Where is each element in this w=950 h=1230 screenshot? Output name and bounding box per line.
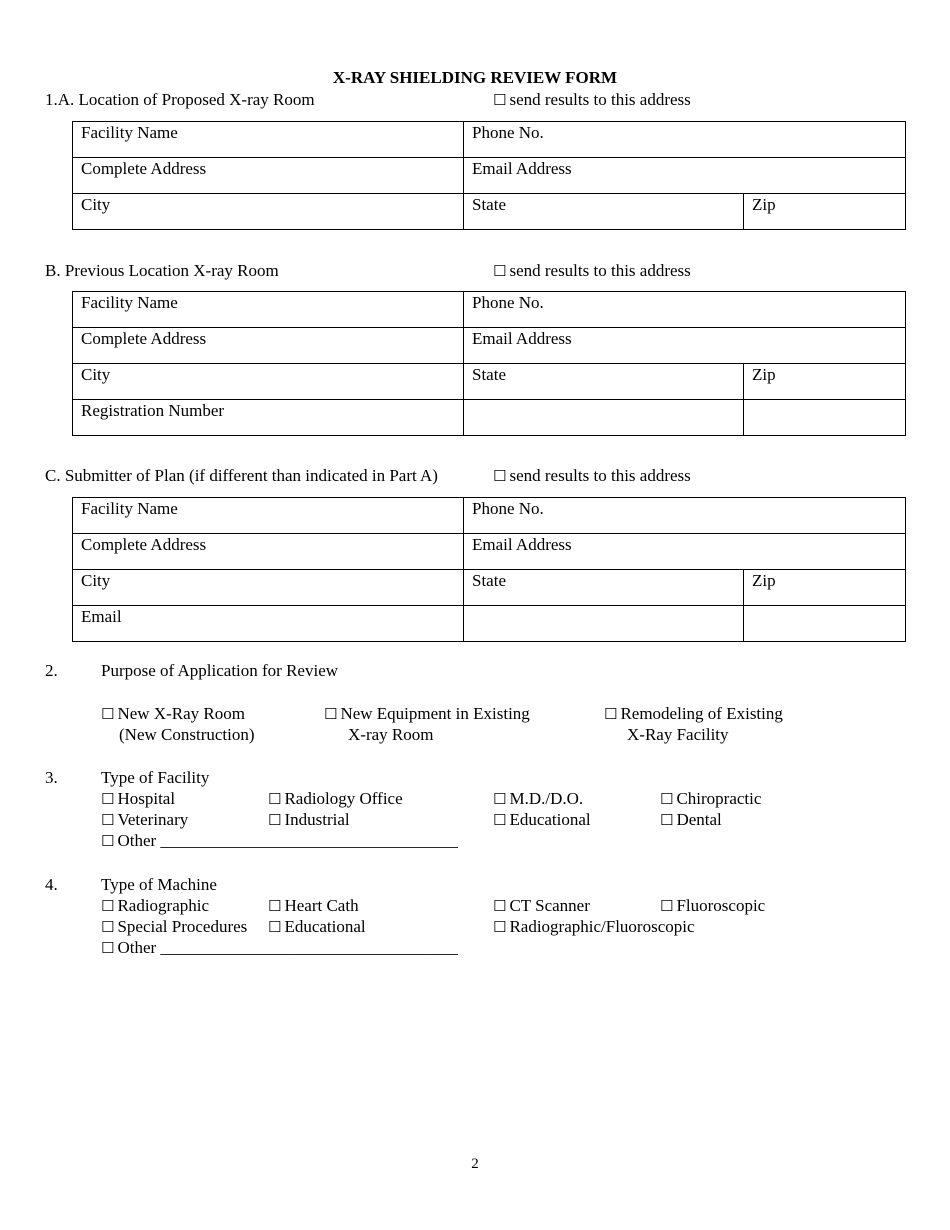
option-sublabel: (New Construction): [119, 725, 255, 744]
facility-option-educational[interactable]: [493, 810, 591, 830]
purpose-option-remodeling[interactable]: [604, 704, 783, 724]
machine-option-special-procedures[interactable]: [101, 917, 247, 937]
phone-field[interactable]: Phone No.: [464, 122, 906, 158]
purpose-number: 2.: [45, 661, 58, 680]
table-row: [73, 194, 906, 230]
city-field[interactable]: City: [73, 364, 464, 400]
purpose-heading: Purpose of Application for Review: [101, 661, 339, 680]
machine-option-educational[interactable]: [268, 917, 366, 937]
option-label: Radiology Office: [284, 789, 403, 808]
checkbox-icon[interactable]: ☐: [101, 811, 115, 829]
facility-option-veterinary[interactable]: [101, 810, 188, 830]
purpose-option-new-room[interactable]: [101, 704, 245, 724]
checkbox-icon[interactable]: ☐: [324, 705, 338, 723]
machine-option-other[interactable]: [101, 938, 458, 958]
state-field[interactable]: State: [464, 570, 744, 606]
checkbox-icon[interactable]: ☐: [660, 897, 674, 915]
checkbox-icon[interactable]: ☐: [268, 790, 282, 808]
phone-field[interactable]: Phone No.: [464, 498, 906, 534]
option-label: Other: [117, 831, 157, 850]
phone-field[interactable]: Phone No.: [464, 292, 906, 328]
facility-option-md-do[interactable]: [493, 789, 583, 809]
option-label: CT Scanner: [509, 896, 590, 915]
zip-field[interactable]: Zip: [744, 364, 906, 400]
zip-field[interactable]: Zip: [744, 194, 906, 230]
facility-option-other[interactable]: [101, 831, 458, 851]
checkbox-icon[interactable]: ☐: [101, 897, 115, 915]
machine-number: 4.: [45, 875, 58, 894]
machine-option-heart-cath[interactable]: [268, 896, 359, 916]
registration-number-field[interactable]: Registration Number: [73, 400, 464, 436]
checkbox-icon[interactable]: ☐: [268, 811, 282, 829]
option-label: Remodeling of Existing: [620, 704, 783, 723]
page-number: 2: [471, 1156, 479, 1172]
section-c-send-results[interactable]: [493, 466, 691, 486]
machine-option-fluoroscopic[interactable]: [660, 896, 765, 916]
send-results-label: send results to this address: [509, 261, 691, 280]
blank-cell[interactable]: [744, 400, 906, 436]
table-row: [73, 606, 906, 642]
email-address-field[interactable]: Email Address: [464, 534, 906, 570]
address-field[interactable]: Complete Address: [73, 534, 464, 570]
option-label: Hospital: [117, 789, 176, 808]
option-label: Fluoroscopic: [676, 896, 766, 915]
city-field[interactable]: City: [73, 194, 464, 230]
machine-option-radiographic-fluoroscopic[interactable]: [493, 917, 695, 937]
checkbox-icon[interactable]: ☐: [493, 918, 507, 936]
facility-name-field[interactable]: Facility Name: [73, 292, 464, 328]
other-fill-line[interactable]: ___________________________________: [160, 831, 458, 850]
blank-cell[interactable]: [464, 606, 744, 642]
checkbox-icon[interactable]: ☐: [493, 811, 507, 829]
option-label: Industrial: [284, 810, 350, 829]
facility-name-field[interactable]: Facility Name: [73, 498, 464, 534]
checkbox-icon[interactable]: ☐: [604, 705, 618, 723]
option-label: Veterinary: [117, 810, 189, 829]
section-b-heading: B. Previous Location X-ray Room: [45, 261, 279, 280]
table-row: [73, 292, 906, 328]
table-row: [73, 328, 906, 364]
send-results-label: send results to this address: [509, 90, 691, 109]
section-a-send-results[interactable]: [493, 90, 691, 110]
city-field[interactable]: City: [73, 570, 464, 606]
facility-option-hospital[interactable]: [101, 789, 175, 809]
section-b-send-results[interactable]: [493, 261, 691, 281]
section-c-table: [72, 497, 906, 642]
machine-option-ct-scanner[interactable]: [493, 896, 590, 916]
send-results-label: send results to this address: [509, 466, 691, 485]
email-address-field[interactable]: Email Address: [464, 158, 906, 194]
checkbox-icon[interactable]: ☐: [493, 790, 507, 808]
machine-option-radiographic[interactable]: [101, 896, 209, 916]
checkbox-icon[interactable]: ☐: [101, 705, 115, 723]
checkbox-icon[interactable]: ☐: [493, 262, 507, 280]
option-label: New X-Ray Room: [117, 704, 245, 723]
table-row: [73, 400, 906, 436]
option-label: M.D./D.O.: [509, 789, 584, 808]
checkbox-icon[interactable]: ☐: [493, 91, 507, 109]
email-address-field[interactable]: Email Address: [464, 328, 906, 364]
checkbox-icon[interactable]: ☐: [101, 918, 115, 936]
option-label: Educational: [509, 810, 591, 829]
checkbox-icon[interactable]: ☐: [268, 918, 282, 936]
facility-heading: Type of Facility: [101, 768, 210, 787]
table-row: [73, 498, 906, 534]
checkbox-icon[interactable]: ☐: [493, 467, 507, 485]
option-label: Special Procedures: [117, 917, 248, 936]
table-row: [73, 364, 906, 400]
blank-cell[interactable]: [464, 400, 744, 436]
machine-heading: Type of Machine: [101, 875, 217, 894]
option-label: Other: [117, 938, 157, 957]
facility-option-chiropractic[interactable]: [660, 789, 761, 809]
option-label: Educational: [284, 917, 366, 936]
blank-cell[interactable]: [744, 606, 906, 642]
purpose-option-new-equipment[interactable]: [324, 704, 530, 724]
facility-option-dental[interactable]: [660, 810, 722, 830]
option-label: Chiropractic: [676, 789, 762, 808]
option-label: Heart Cath: [284, 896, 359, 915]
checkbox-icon[interactable]: ☐: [493, 897, 507, 915]
checkbox-icon[interactable]: ☐: [268, 897, 282, 915]
address-field[interactable]: Complete Address: [73, 328, 464, 364]
address-field[interactable]: Complete Address: [73, 158, 464, 194]
option-label: Radiographic: [117, 896, 210, 915]
option-label: New Equipment in Existing: [340, 704, 530, 723]
option-sublabel: X-ray Room: [348, 725, 434, 744]
table-row: [73, 534, 906, 570]
section-a-heading: 1.A. Location of Proposed X-ray Room: [45, 90, 315, 109]
state-field[interactable]: State: [464, 364, 744, 400]
table-row: [73, 570, 906, 606]
option-sublabel: X-Ray Facility: [627, 725, 729, 744]
option-label: Radiographic/Fluoroscopic: [509, 917, 695, 936]
facility-option-industrial[interactable]: [268, 810, 350, 830]
zip-field[interactable]: Zip: [744, 570, 906, 606]
table-row: [73, 158, 906, 194]
state-field[interactable]: State: [464, 194, 744, 230]
option-label: Dental: [676, 810, 722, 829]
checkbox-icon[interactable]: ☐: [101, 832, 115, 850]
table-row: [73, 122, 906, 158]
facility-name-field[interactable]: Facility Name: [73, 122, 464, 158]
section-c-heading: C. Submitter of Plan (if different than indicated in Part A): [45, 466, 438, 485]
checkbox-icon[interactable]: ☐: [101, 790, 115, 808]
section-a-table: [72, 121, 906, 230]
facility-number: 3.: [45, 768, 58, 787]
email-field[interactable]: Email: [73, 606, 464, 642]
checkbox-icon[interactable]: ☐: [660, 811, 674, 829]
form-title: X-RAY SHIELDING REVIEW FORM: [332, 68, 618, 87]
checkbox-icon[interactable]: ☐: [101, 939, 115, 957]
section-b-table: [72, 291, 906, 436]
other-fill-line[interactable]: ___________________________________: [160, 938, 458, 957]
checkbox-icon[interactable]: ☐: [660, 790, 674, 808]
facility-option-radiology-office[interactable]: [268, 789, 403, 809]
